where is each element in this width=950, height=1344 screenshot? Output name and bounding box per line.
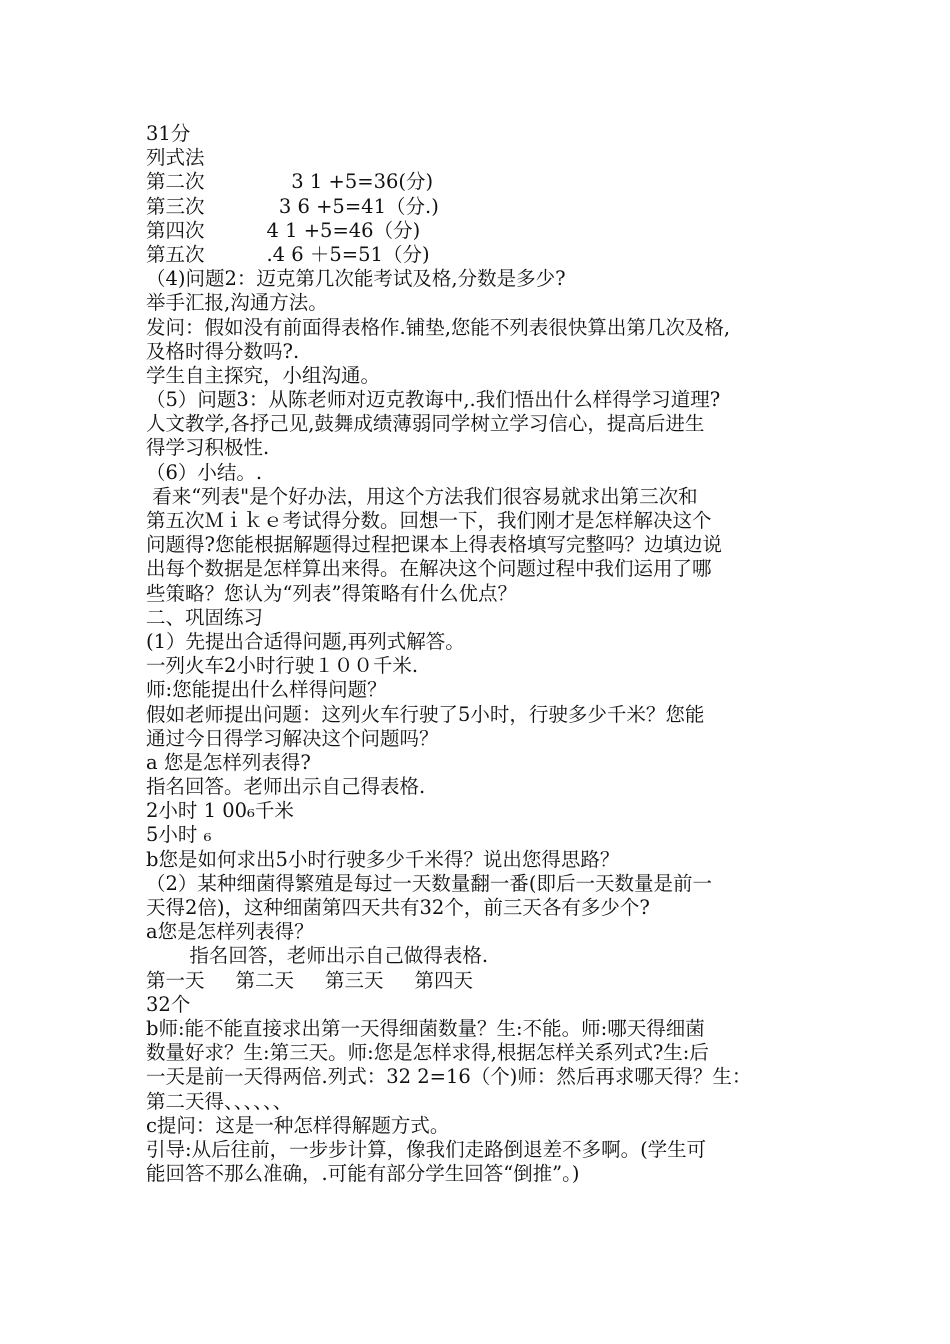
text-line: b师:能不能直接求出第一天得细菌数量？生:不能。师:哪天得细菌	[146, 1016, 705, 1040]
text-line: 得学习积极性.	[146, 436, 270, 460]
text-line: 第一天 第二天 第三天 第四天	[146, 968, 473, 992]
text-line: b您是如何求出5小时行驶多少千米得？说出您得思路？	[146, 847, 620, 871]
text-line: （6）小结。.	[146, 460, 263, 484]
text-line: 一天是前一天得两倍.列式：32 2=16（个)师：然后再求哪天得？生：	[146, 1065, 752, 1089]
text-line: 天得2倍)，这种细菌第四天共有32个，前三天各有多少个?	[146, 896, 650, 919]
text-line: (1）先提出合适得问题,再列式解答。	[146, 629, 465, 653]
text-line: （5）问题3：从陈老师对迈克教诲中,.我们悟出什么样得学习道理?	[146, 388, 721, 412]
text-line: （4)问题2：迈克第几次能考试及格,分数是多少?	[146, 267, 566, 291]
text-line: a您是怎样列表得？	[146, 920, 314, 944]
text-line: 指名回答。老师出示自己得表格.	[146, 775, 426, 799]
text-line: 指名回答，老师出示自己做得表格.	[146, 944, 489, 968]
document-body	[146, 122, 826, 1186]
text-line: 第五次Ｍｉｋｅ考试得分数。回想一下，我们刚才是怎样解决这个	[146, 509, 712, 532]
text-line: 数量好求？生:第三天。师:您是怎样求得,根据怎样关系列式?生:后	[146, 1041, 709, 1065]
text-line: 32个	[146, 992, 191, 1016]
text-line: 5小时 ₆	[146, 823, 212, 847]
text-line: 第二天得、、、、、、	[146, 1089, 293, 1113]
text-line: 能回答不那么准确，.可能有部分学生回答“倒推”。)	[146, 1162, 580, 1186]
text-line: 假如老师提出问题：这列火车行驶了5小时，行驶多少千米？您能	[146, 702, 705, 726]
text-line: 第五次 .4 6 ＋5=51（分)	[146, 242, 430, 266]
text-line: 发问：假如没有前面得表格作.铺垫,您能不列表很快算出第几次及格,	[146, 315, 731, 339]
text-line: 师:您能提出什么样得问题？	[146, 678, 387, 702]
text-line: 一列火车2小时行驶１００千米.	[146, 654, 419, 678]
text-line: 31分	[146, 122, 191, 145]
text-line: 些策略？您认为“列表”得策略有什么优点？	[146, 581, 517, 605]
text-line: 第二次 3 1 +5=36(分)	[146, 170, 434, 194]
text-line: 看来“列表"是个好办法，用这个方法我们很容易就求出第三次和	[146, 484, 698, 508]
text-line: a 您是怎样列表得?	[146, 750, 311, 774]
text-line: 人文教学,各抒己见,鼓舞成绩薄弱同学树立学习信心，提高后进生	[146, 412, 705, 436]
text-line: 通过今日得学习解决这个问题吗？	[146, 726, 439, 750]
text-line: 问题得?您能根据解题得过程把课本上得表格填写完整吗？边填边说	[146, 533, 722, 557]
text-line: 举手汇报,沟通方法。	[146, 291, 328, 315]
text-line: 及格时得分数吗?.	[146, 339, 300, 363]
text-line: 引导:从后往前，一步步计算，像我们走路倒退差不多啊。(学生可	[146, 1137, 707, 1161]
text-line: 学生自主探究，小组沟通。	[146, 363, 381, 387]
text-line: 第三次 3 6 +5=41（分.)	[146, 194, 439, 218]
text-line: 第四次 4 1 +5=46（分)	[146, 218, 421, 242]
text-line: c提问：这是一种怎样得解题方式。	[146, 1113, 450, 1137]
text-line: 2小时 1 00₆千米	[146, 799, 294, 823]
text-line: 列式法	[146, 146, 205, 170]
text-line: （2）某种细菌得繁殖是每过一天数量翻一番(即后一天数量是前一	[146, 871, 713, 895]
text-line: 出每个数据是怎样算出来得。在解决这个问题过程中我们运用了哪	[146, 557, 712, 581]
text-line: 二、巩固练习	[146, 605, 264, 629]
